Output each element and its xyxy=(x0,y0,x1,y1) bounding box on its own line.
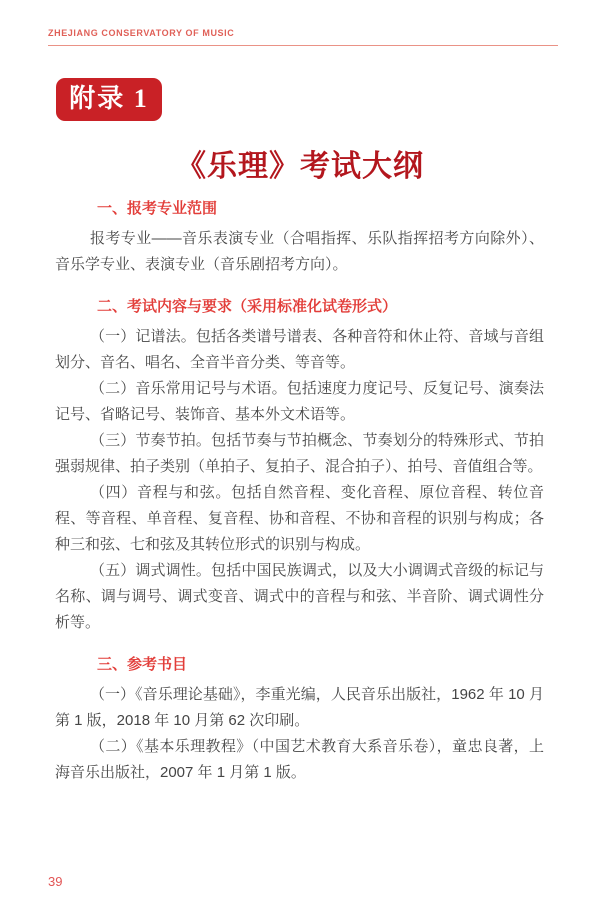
page-header xyxy=(48,28,558,46)
section-heading-3: 三、参考书目 xyxy=(97,656,188,673)
header-divider xyxy=(48,45,558,46)
conservatory-brand-text: ZHEJIANG CONSERVATORY OF MUSIC xyxy=(48,28,235,38)
paragraph: （二）《基本乐理教程》（中国艺术教育大系音乐卷），童忠良著，上海音乐出版社，2007 年 1 月第 1 版。 xyxy=(55,738,544,781)
appendix-badge xyxy=(56,78,162,121)
document-body xyxy=(55,196,544,786)
paragraph: 报考专业——音乐表演专业（合唱指挥、乐队指挥招考方向除外）、音乐学专业、表演专业（音乐剧招考方向）。 xyxy=(55,230,544,273)
paragraph: （三）节奏节拍。包括节奏与节拍概念、节奏划分的特殊形式、节拍强弱规律、拍子类别（单拍子、复拍子、混合拍子）、拍号、音值组合等。 xyxy=(55,432,544,475)
appendix-badge-label: 附录 1 xyxy=(69,83,149,113)
paragraph: （五）调式调性。包括中国民族调式，以及大小调调式音级的标记与名称、调与调号、调式变音、调式中的音程与和弦、半音阶、调式调性分析等。 xyxy=(55,562,544,631)
paragraph: （一）记谱法。包括各类谱号谱表、各种音符和休止符、音域与音组划分、音名、唱名、全音半音分类、等音等。 xyxy=(55,328,544,371)
paragraph: （一）《音乐理论基础》，李重光编，人民音乐出版社，1962 年 10 月第 1 版，2018 年 10 月第 62 次印刷。 xyxy=(55,686,544,729)
section-heading-2: 二、考试内容与要求（采用标准化试卷形式） xyxy=(97,298,398,315)
section-heading-1: 一、报考专业范围 xyxy=(97,200,218,217)
paragraph: （二）音乐常用记号与术语。包括速度力度记号、反复记号、演奏法记号、省略记号、装饰音、基本外文术语等。 xyxy=(55,380,544,423)
page-number: 39 xyxy=(48,874,63,889)
paragraph: （四）音程与和弦。包括自然音程、变化音程、原位音程、转位音程、等音程、单音程、复音程、协和音程、不协和音程的识别与构成；各种三和弦、七和弦及其转位形式的识别与构成。 xyxy=(55,484,544,553)
page-title: 《乐理》考试大纲 xyxy=(176,150,424,183)
